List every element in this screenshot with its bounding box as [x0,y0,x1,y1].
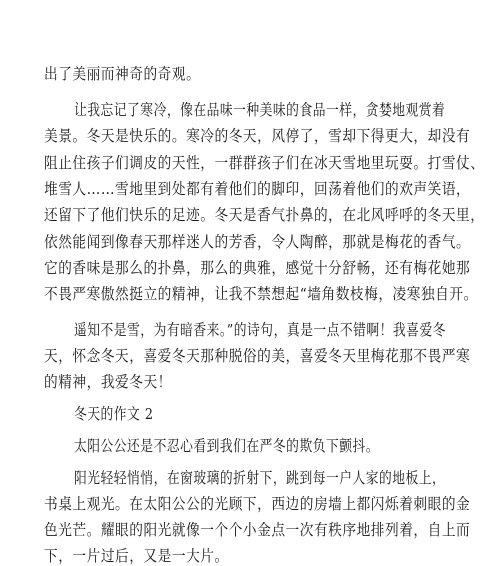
text-line: 色光芒。耀眼的阳光就像一个个小金点一次有秩序地排列着，自上而 [44,521,471,539]
text-line: 堆雪人……雪地里到处都有着他们的脚印，回荡着他们的欢声笑语， [44,180,471,198]
text-line: 不畏严寒傲然挺立的精神，让我不禁想起“墙角数枝梅，凌寒独自开。 [44,285,478,303]
text-line: 天，怀念冬天，喜爱冬天那种脱俗的美，喜爱冬天里梅花那不畏严寒 [44,347,471,365]
text-line: 出了美丽而神奇的奇观。 [44,65,201,83]
text-line: 的精神，我爱冬天！ [44,373,172,391]
text-line: 让我忘记了寒冷，像在品味一种美味的食品一样，贪婪地观赏着 [74,101,446,119]
text-line: 阳光轻轻悄悄，在窗玻璃的折射下，跳到每一户人家的地板上， [74,469,446,487]
section-heading: 冬天的作文 2 [74,405,154,423]
text-line: 遥知不是雪，为有暗香来。”的诗句，真是一点不错啊！我喜爱冬 [74,321,446,339]
text-line: 美景。冬天是快乐的。寒冷的冬天，风停了，雪却下得更大，却没有 [44,127,471,145]
text-line: 太阳公公还是不忍心看到我们在严冬的欺负下颤抖。 [74,437,380,455]
text-line: 书桌上观光。在太阳公公的光顾下，西边的房墙上都闪烁着刺眼的金 [44,495,471,513]
text-line: 下，一片过后，又是一大片。 [44,547,229,565]
text-line: 还留下了他们快乐的足迹。冬天是香气扑鼻的，在北风呼呼的冬天里， [44,206,485,224]
text-line: 依然能闻到像春天那样迷人的芳香，令人陶醉，那就是梅花的香气。 [44,233,471,251]
text-line: 阻止住孩子们调皮的天性，一群群孩子们在冰天雪地里玩耍。打雪仗、 [44,154,485,172]
text-line: 它的香味是那么的扑鼻，那么的典雅，感觉十分舒畅，还有梅花她那 [44,259,471,277]
